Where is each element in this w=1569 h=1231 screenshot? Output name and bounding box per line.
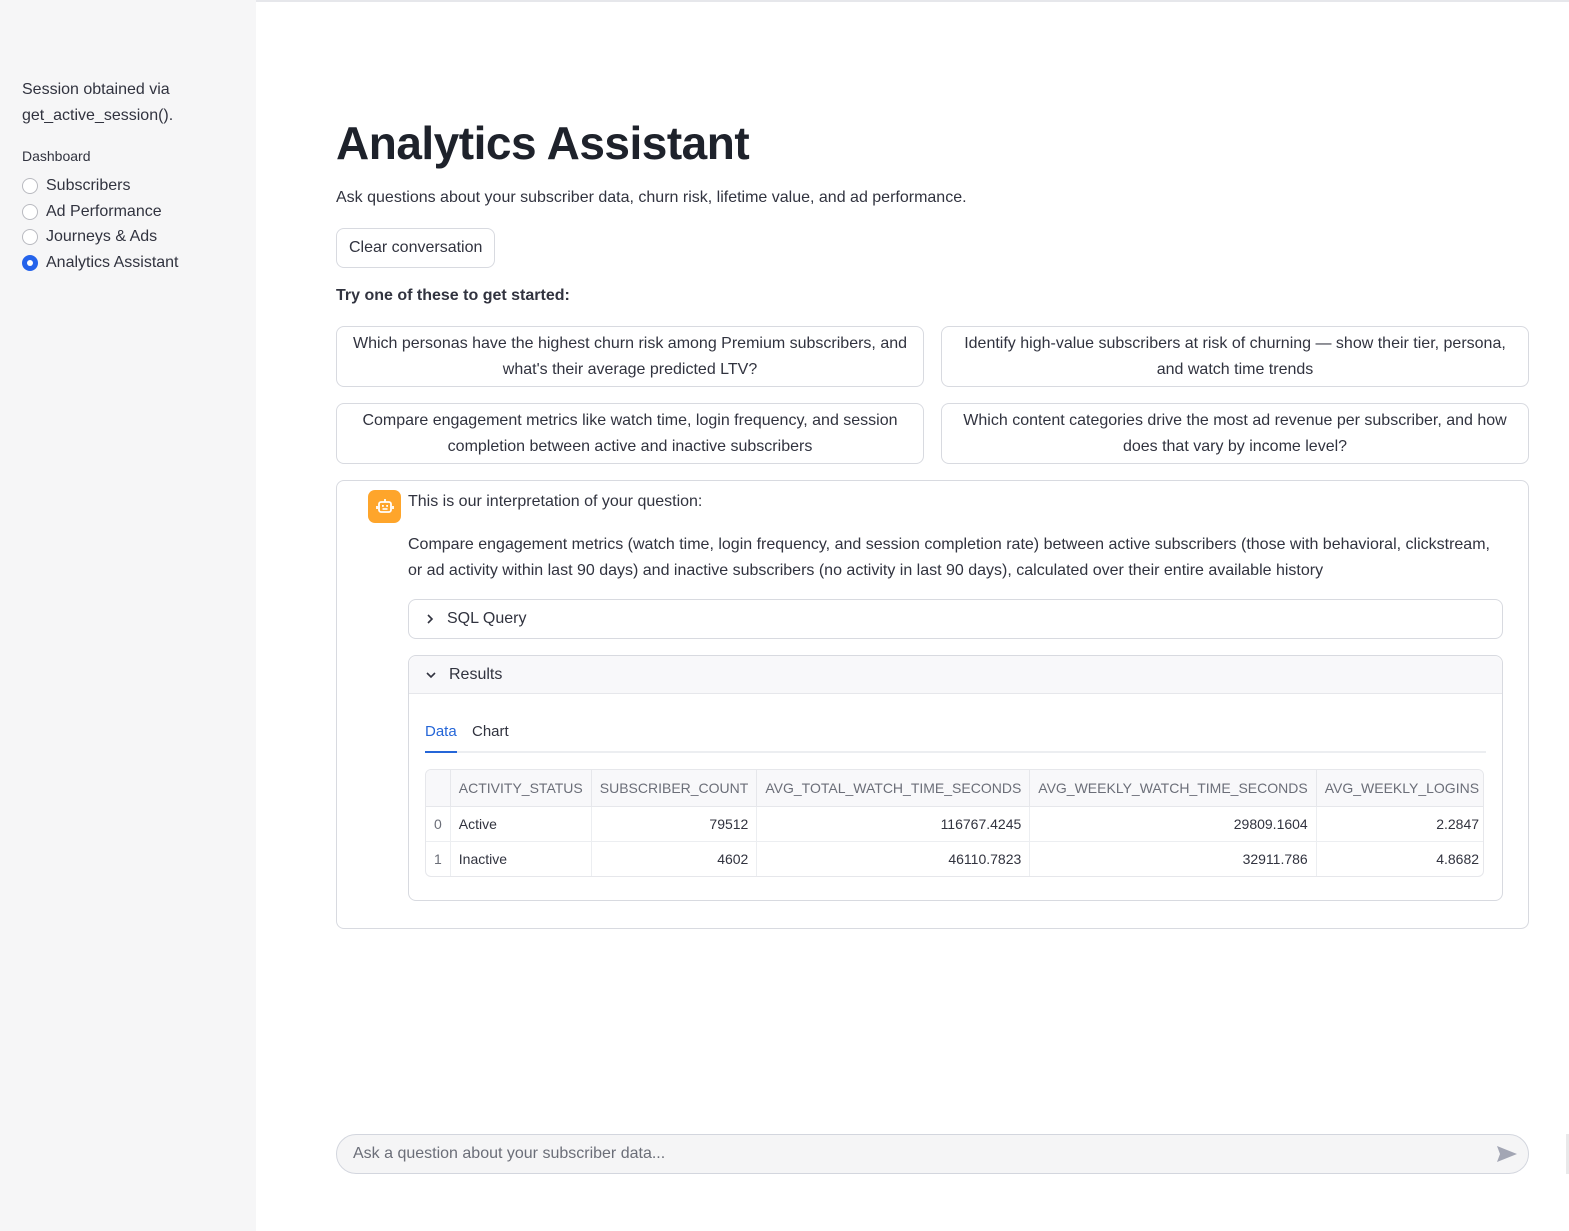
index-column-header bbox=[426, 770, 450, 806]
suggestion-button[interactable]: Identify high-value subscribers at risk of churning — show their tier, persona, and watch time trends bbox=[941, 326, 1529, 387]
chevron-right-icon bbox=[425, 613, 435, 625]
sidebar-item-label: Journeys & Ads bbox=[46, 228, 158, 246]
table-row bbox=[426, 841, 1484, 876]
assistant-message bbox=[336, 480, 1529, 929]
table-cell[interactable]: 4.8682 bbox=[1316, 841, 1484, 876]
sidebar-item-ad-performance[interactable] bbox=[22, 199, 179, 225]
table-row bbox=[426, 806, 1484, 841]
table-cell[interactable]: 79512 bbox=[591, 806, 757, 841]
chevron-down-icon bbox=[425, 670, 437, 680]
table-cell[interactable]: Inactive bbox=[450, 841, 591, 876]
table-cell[interactable]: Active bbox=[450, 806, 591, 841]
chat-input[interactable] bbox=[353, 1135, 1483, 1173]
sidebar-item-label: Ad Performance bbox=[46, 202, 162, 220]
chat-input-bar bbox=[336, 1134, 1529, 1174]
suggestion-button[interactable]: Which personas have the highest churn risk among Premium subscribers, and what's their average predicted LTV? bbox=[336, 326, 924, 387]
column-header[interactable]: AVG_TOTAL_WATCH_TIME_SECONDS bbox=[757, 770, 1030, 806]
radio-checked-icon[interactable] bbox=[22, 255, 38, 271]
suggestion-button[interactable]: Which content categories drive the most ad revenue per subscriber, and how does that vary by income level? bbox=[941, 403, 1529, 464]
tab-chart[interactable]: Chart bbox=[472, 723, 509, 740]
results-expander-header[interactable] bbox=[409, 656, 1502, 694]
results-expander[interactable] bbox=[408, 655, 1503, 901]
column-header[interactable]: SUBSCRIBER_COUNT bbox=[591, 770, 757, 806]
radio-unchecked-icon[interactable] bbox=[22, 204, 38, 220]
table-cell[interactable]: 2.2847 bbox=[1316, 806, 1484, 841]
interpretation-heading: This is our interpretation of your question: bbox=[408, 493, 703, 510]
sidebar-item-label: Analytics Assistant bbox=[46, 253, 179, 271]
session-note: Session obtained via get_active_session(). bbox=[22, 81, 174, 124]
table-cell[interactable]: 29809.1604 bbox=[1030, 806, 1316, 841]
table-cell[interactable]: 116767.4245 bbox=[757, 806, 1030, 841]
dashboard-nav-label: Dashboard bbox=[22, 148, 91, 164]
sql-query-expander-header[interactable] bbox=[409, 600, 1502, 638]
row-index: 1 bbox=[426, 841, 450, 876]
table-cell[interactable]: 4602 bbox=[591, 841, 757, 876]
results-label: Results bbox=[449, 665, 503, 683]
tab-data[interactable]: Data bbox=[425, 723, 457, 753]
results-tabs bbox=[425, 720, 1486, 753]
sidebar-item-label: Subscribers bbox=[46, 176, 131, 194]
clear-conversation-button[interactable]: Clear conversation bbox=[336, 228, 495, 268]
sidebar bbox=[0, 0, 256, 1231]
radio-unchecked-icon[interactable] bbox=[22, 229, 38, 245]
row-index: 0 bbox=[426, 806, 450, 841]
column-header[interactable]: AVG_WEEKLY_WATCH_TIME_SECONDS bbox=[1030, 770, 1316, 806]
sql-query-label: SQL Query bbox=[447, 610, 527, 627]
table-cell[interactable]: 32911.786 bbox=[1030, 841, 1316, 876]
column-header[interactable]: AVG_WEEKLY_LOGINS bbox=[1316, 770, 1484, 806]
sidebar-item-journeys-ads[interactable] bbox=[22, 224, 179, 250]
table-header-row bbox=[426, 770, 1484, 806]
send-icon[interactable] bbox=[1496, 1144, 1518, 1164]
sidebar-item-analytics-assistant[interactable] bbox=[22, 250, 179, 276]
sql-query-expander[interactable] bbox=[408, 599, 1503, 639]
results-table[interactable] bbox=[425, 769, 1484, 877]
suggestions-label: Try one of these to get started: bbox=[336, 287, 570, 304]
interpretation-text: Compare engagement metrics (watch time, login frequency, and session completion rate) between active subscribers (those with behavioral, clickstream, or ad activity within last 90 days) and inactive subscribers (no activity in last 90 days), calculated over their entire available history bbox=[408, 536, 1490, 579]
robot-icon bbox=[368, 490, 401, 523]
radio-unchecked-icon[interactable] bbox=[22, 178, 38, 194]
table-cell[interactable]: 46110.7823 bbox=[757, 841, 1030, 876]
sidebar-item-subscribers[interactable] bbox=[22, 173, 179, 199]
dashboard-radio-group bbox=[22, 173, 179, 276]
suggestion-button[interactable]: Compare engagement metrics like watch time, login frequency, and session completion between active and inactive subscribers bbox=[336, 403, 924, 464]
page-title: Analytics Assistant bbox=[336, 117, 750, 169]
column-header[interactable]: ACTIVITY_STATUS bbox=[450, 770, 591, 806]
page-subtitle: Ask questions about your subscriber data, churn risk, lifetime value, and ad performance. bbox=[336, 189, 967, 206]
